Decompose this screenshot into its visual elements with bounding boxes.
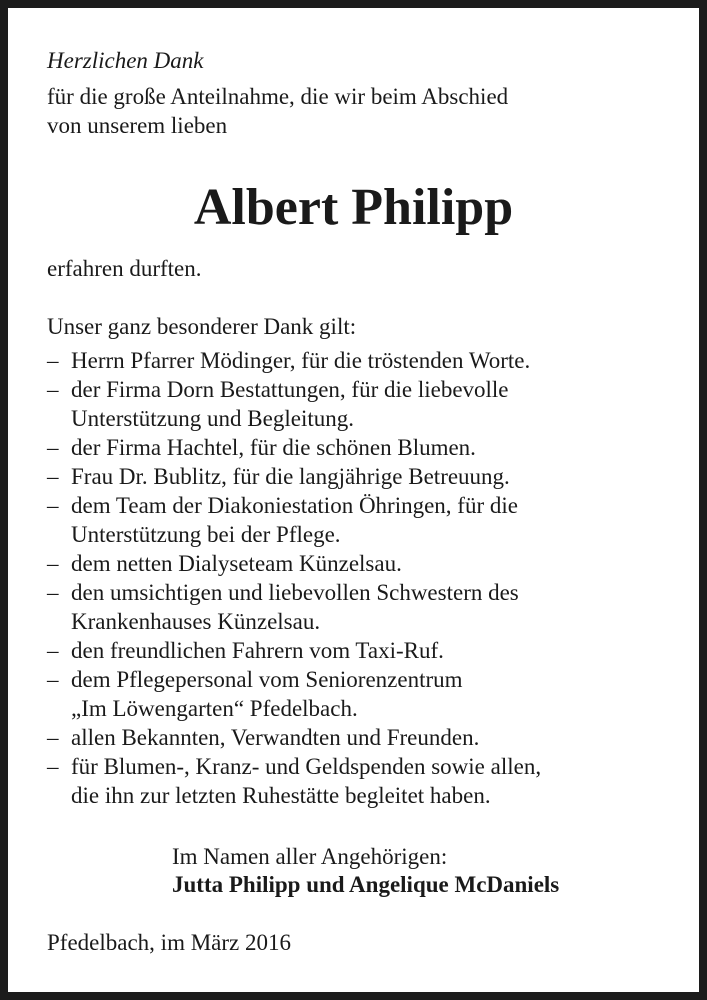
after-name-text: erfahren durften. bbox=[47, 256, 202, 281]
notice-page bbox=[8, 8, 699, 992]
thanks-item-text bbox=[71, 375, 509, 433]
thanks-item bbox=[47, 578, 541, 636]
heading: Herzlichen Dank bbox=[47, 48, 204, 73]
thanks-item-line: den freundlichen Fahrern vom Taxi-Ruf. bbox=[71, 638, 444, 663]
thanks-item-text bbox=[71, 491, 518, 549]
thanks-heading: Unser ganz besonderer Dank gilt: bbox=[47, 314, 357, 339]
thanks-list bbox=[47, 346, 541, 810]
intro-line: von unserem lieben bbox=[47, 113, 228, 138]
thanks-item bbox=[47, 433, 541, 462]
place-date: Pfedelbach, im März 2016 bbox=[47, 930, 291, 955]
thanks-item-line: allen Bekannten, Verwandten und Freunden. bbox=[71, 725, 480, 750]
dash-bullet: – bbox=[47, 580, 59, 605]
thanks-item-line: den umsichtigen und liebevollen Schwestern des bbox=[71, 580, 519, 605]
dash-bullet: – bbox=[47, 493, 59, 518]
thanks-item bbox=[47, 491, 541, 549]
thanks-item bbox=[47, 375, 541, 433]
thanks-item-line: für Blumen-, Kranz- und Geldspenden sowie allen, bbox=[71, 754, 542, 779]
thanks-item bbox=[47, 346, 541, 375]
thanks-item bbox=[47, 462, 541, 491]
dash-bullet: – bbox=[47, 348, 59, 373]
deceased-name: Albert Philipp bbox=[193, 179, 514, 236]
dash-bullet: – bbox=[47, 638, 59, 663]
dash-bullet: – bbox=[47, 725, 59, 750]
thanks-item-line: dem Pflegepersonal vom Seniorenzentrum bbox=[71, 667, 463, 692]
dash-bullet: – bbox=[47, 754, 59, 779]
thanks-item-text bbox=[71, 665, 463, 723]
thanks-item bbox=[47, 752, 541, 810]
signature-names: Jutta Philipp und Angelique McDaniels bbox=[172, 872, 560, 897]
thanks-item-line: Krankenhauses Künzelsau. bbox=[71, 609, 321, 634]
thanks-item-text bbox=[71, 346, 530, 375]
signature-intro: Im Namen aller Angehörigen: bbox=[172, 844, 448, 869]
thanks-item-line: dem netten Dialyseteam Künzelsau. bbox=[71, 551, 402, 576]
thanks-item-line: dem Team der Diakoniestation Öhringen, für die bbox=[71, 493, 518, 518]
dash-bullet: – bbox=[47, 377, 59, 402]
thanks-item bbox=[47, 723, 541, 752]
thanks-item-text bbox=[71, 636, 444, 665]
thanks-item-line: der Firma Hachtel, für die schönen Blumen. bbox=[71, 435, 476, 460]
dash-bullet: – bbox=[47, 464, 59, 489]
thanks-item-line: „Im Löwengarten“ Pfedelbach. bbox=[71, 696, 358, 721]
dash-bullet: – bbox=[47, 667, 59, 692]
dash-bullet: – bbox=[47, 551, 59, 576]
thanks-item bbox=[47, 665, 541, 723]
thanks-item-text bbox=[71, 433, 476, 462]
thanks-item-line: Herrn Pfarrer Mödinger, für die tröstenden Worte. bbox=[71, 348, 531, 373]
thanks-item-text bbox=[71, 578, 519, 636]
thanks-item-line: Frau Dr. Bublitz, für die langjährige Betreuung. bbox=[71, 464, 510, 489]
dash-bullet: – bbox=[47, 435, 59, 460]
thanks-item-text bbox=[71, 549, 402, 578]
thanks-item-line: Unterstützung bei der Pflege. bbox=[71, 522, 341, 547]
thanks-item-text bbox=[71, 752, 541, 810]
thanks-item-line: die ihn zur letzten Ruhestätte begleitet haben. bbox=[71, 783, 491, 808]
thanks-item-text bbox=[71, 723, 479, 752]
intro-line: für die große Anteilnahme, die wir beim Abschied bbox=[47, 84, 509, 109]
thanks-item-line: Unterstützung und Begleitung. bbox=[71, 406, 354, 431]
thanks-item bbox=[47, 549, 541, 578]
thanks-item-line: der Firma Dorn Bestattungen, für die liebevolle bbox=[71, 377, 509, 402]
thanks-item-text bbox=[71, 462, 510, 491]
thanks-item bbox=[47, 636, 541, 665]
